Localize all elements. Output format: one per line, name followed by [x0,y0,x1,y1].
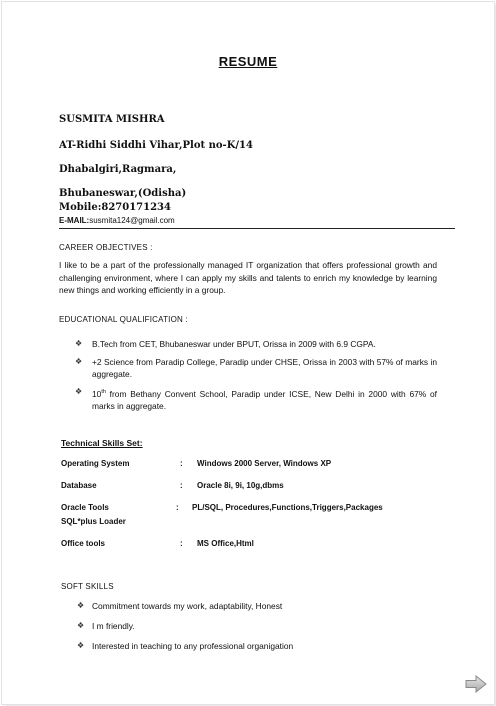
diamond-bullet-icon: ❖ [75,356,83,366]
skill-value-office-tools: MS Office,Html [197,539,254,548]
education-item-grade-suffix: th [101,388,106,395]
career-objectives-text: I like to be a part of the professionally managed IT organization that offers professional growth and challenging environment, where I can apply my skills and talents to enrich my knowledge by learning new things and working efficiently in a group. [59,260,437,295]
technical-skills-heading: Technical Skills Set: [61,438,143,448]
soft-skill-text: Interested in teaching to any professional organigation [92,641,294,651]
soft-skill-item [77,640,293,660]
education-item-text: from Bethany Convent School, Paradip under ICSE, New Delhi in 2000 with 67% of marks in aggregate. [92,388,437,411]
soft-skills-list [77,600,293,660]
diamond-bullet-icon: ❖ [77,621,85,630]
education-item-grade: 10 [92,388,102,399]
career-objectives-heading: CAREER OBJECTIVES : [59,243,153,252]
skill-label-database: Database [61,481,97,490]
soft-skill-text: Commitment towards my work, adaptability, Honest [92,601,283,611]
soft-skill-text: I m friendly. [92,621,135,631]
education-item [75,356,437,381]
email-line [59,216,175,225]
skill-value-oracle-tools: PL/SQL, Procedures,Functions,Triggers,Packages [192,503,383,512]
address-line-2: Dhabalgiri,Ragmara, [59,164,177,175]
soft-skills-heading: SOFT SKILLS [61,582,114,591]
applicant-name: SUSMITA MISHRA [59,114,165,125]
skill-value-os: Windows 2000 Server, Windows XP [197,459,332,468]
education-item-text: B.Tech from CET, Bhubaneswar under BPUT, Orissa in 2009 with 6.9 CGPA. [92,339,376,349]
diamond-bullet-icon: ❖ [75,386,83,396]
diamond-bullet-icon: ❖ [77,641,85,650]
skill-separator: : [180,539,183,548]
address-line-3: Bhubaneswar,(Odisha) [59,188,187,199]
education-item-text: +2 Science from Paradip College, Paradip under CHSE, Orissa in 2003 with 57% of marks in aggregate. [92,356,437,379]
skill-separator: : [176,503,179,512]
diamond-bullet-icon: ❖ [75,339,83,348]
skill-separator: : [180,459,183,468]
skill-separator: : [180,481,183,490]
diamond-bullet-icon: ❖ [77,601,85,610]
skill-value-oracle-tools-extra: SQL*plus Loader [61,517,126,526]
resume-page [2,2,494,704]
education-item [75,386,437,413]
soft-skill-item [77,600,293,620]
education-heading: EDUCATIONAL QUALIFICATION : [59,315,188,324]
header-divider [59,228,455,229]
resume-title: RESUME [218,54,278,69]
skill-label-os: Operating System [61,459,130,468]
next-arrow-icon[interactable] [465,675,487,693]
soft-skill-item [77,620,293,640]
mobile-number: Mobile:8270171234 [59,202,171,213]
email-value: susmita124@gmail.com [89,216,175,225]
address-line-1: AT-Ridhi Siddhi Vihar,Plot no-K/14 [59,140,253,151]
email-label: E-MAIL: [59,216,90,225]
skill-label-office-tools: Office tools [61,539,106,548]
skill-label-oracle-tools: Oracle Tools [61,503,109,512]
skill-value-database: Oracle 8i, 9i, 10g,dbms [197,481,284,490]
education-list [75,338,437,417]
education-item [75,338,437,351]
